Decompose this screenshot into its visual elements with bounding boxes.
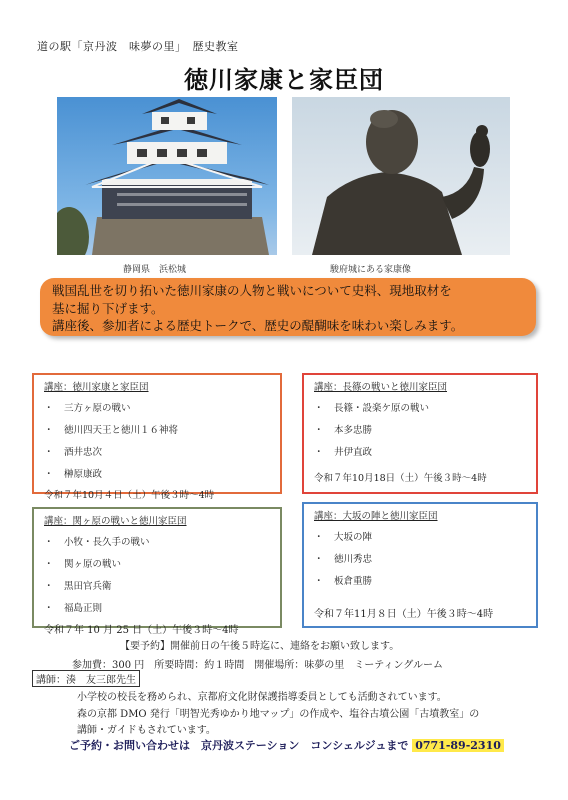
lecture-topic-list [314, 527, 526, 593]
page-title: 徳川家康と家臣団 [184, 65, 384, 94]
lecture-topic-list [314, 398, 526, 464]
lecture-topic: ・ 本多忠勝 [314, 425, 373, 436]
lecturer-bio-line: 森の京都 DMO 発行「明智光秀ゆかり地マップ」の作成や、塩谷古墳公園「古墳教室」の [77, 709, 480, 720]
lecture-topic: ・ 関ヶ原の戦い [44, 559, 122, 570]
intro-line: 基に掘り下げます。 [52, 300, 164, 316]
lecturer-label: 講師：湊 友三郎先生 [32, 670, 140, 687]
lecturer-bio-line: 講師・ガイドもされています。 [77, 725, 216, 736]
lecture-topic: ・ 小牧・長久手の戦い [44, 537, 150, 548]
intro-banner [40, 278, 536, 336]
statue-caption: 駿府城にある家康像 [330, 265, 412, 275]
lecture-box-4 [302, 502, 538, 628]
fee-details: 参加費：300 円 所要時間：約１時間 開催場所：味夢の里 ミーティングルーム [72, 660, 443, 671]
event-series-line: 道の駅「京丹波 味夢の里」 歴史教室 [37, 40, 239, 53]
lecture-date: 令和７年10月18日（土）午後３時～4時 [314, 473, 487, 484]
lecture-topic: ・ 徳川四天王と徳川１６神将 [44, 425, 179, 436]
castle-photo [57, 97, 277, 255]
lecture-box-3 [32, 507, 282, 636]
lecture-title: 講座：関ヶ原の戦いと徳川家臣団 [44, 516, 187, 527]
lecture-topic-list [44, 532, 270, 620]
lecture-topic: ・ 榊原康政 [44, 469, 103, 480]
reservation-note: 【要予約】開催前日の午後５時迄に、連絡をお願い致します。 [120, 641, 400, 652]
lecture-topic: ・ 徳川秀忠 [314, 554, 373, 565]
lecture-date: 令和７年10月４日（土）午後３時～4時 [44, 490, 215, 501]
lecture-box-2 [302, 373, 538, 494]
lecture-topic: ・ 福島正則 [44, 603, 103, 614]
lecture-topic: ・ 板倉重勝 [314, 576, 373, 587]
lecturer-bio-line: 小学校の校長を務められ、京都府文化財保護指導委員としても活動されています。 [77, 692, 447, 703]
castle-caption: 静岡県 浜松城 [123, 265, 187, 275]
statue-illustration [292, 97, 510, 255]
intro-line: 戦国乱世を切り拓いた徳川家康の人物と戦いについて史料、現地取材を [52, 283, 452, 298]
lecture-title: 講座：長篠の戦いと徳川家臣団 [314, 382, 448, 393]
lecture-topic-list [44, 398, 270, 486]
lecture-title: 講座：大坂の陣と徳川家臣団 [314, 511, 438, 522]
contact-line [69, 737, 504, 753]
lecture-box-1 [32, 373, 282, 501]
lecture-topic: ・ 井伊直政 [314, 447, 373, 458]
contact-text: ご予約・お問い合わせは 京丹波ステーション コンシェルジュまで [69, 739, 409, 752]
castle-illustration [57, 97, 277, 255]
statue-photo [292, 97, 510, 255]
intro-line: 講座後、参加者による歴史トークで、歴史の醍醐味を味わい楽しみます。 [52, 318, 464, 333]
lecture-topic: ・ 長篠・設楽ケ原の戦い [314, 403, 430, 414]
lecture-topic: ・ 黒田官兵衛 [44, 581, 112, 592]
lecture-topic: ・ 大坂の陣 [314, 532, 373, 543]
lecture-topic: ・ 三方ヶ原の戦い [44, 403, 131, 414]
lecture-topic: ・ 酒井忠次 [44, 447, 103, 458]
lecture-title: 講座：徳川家康と家臣団 [44, 382, 149, 393]
lecture-date: 令和７年 10 月 25 日（土）午後３時～4時 [44, 625, 239, 636]
lecture-date: 令和７年11月８日（土）午後３時～4時 [314, 609, 494, 620]
phone-number[interactable]: 0771‐89‐2310 [412, 739, 504, 752]
